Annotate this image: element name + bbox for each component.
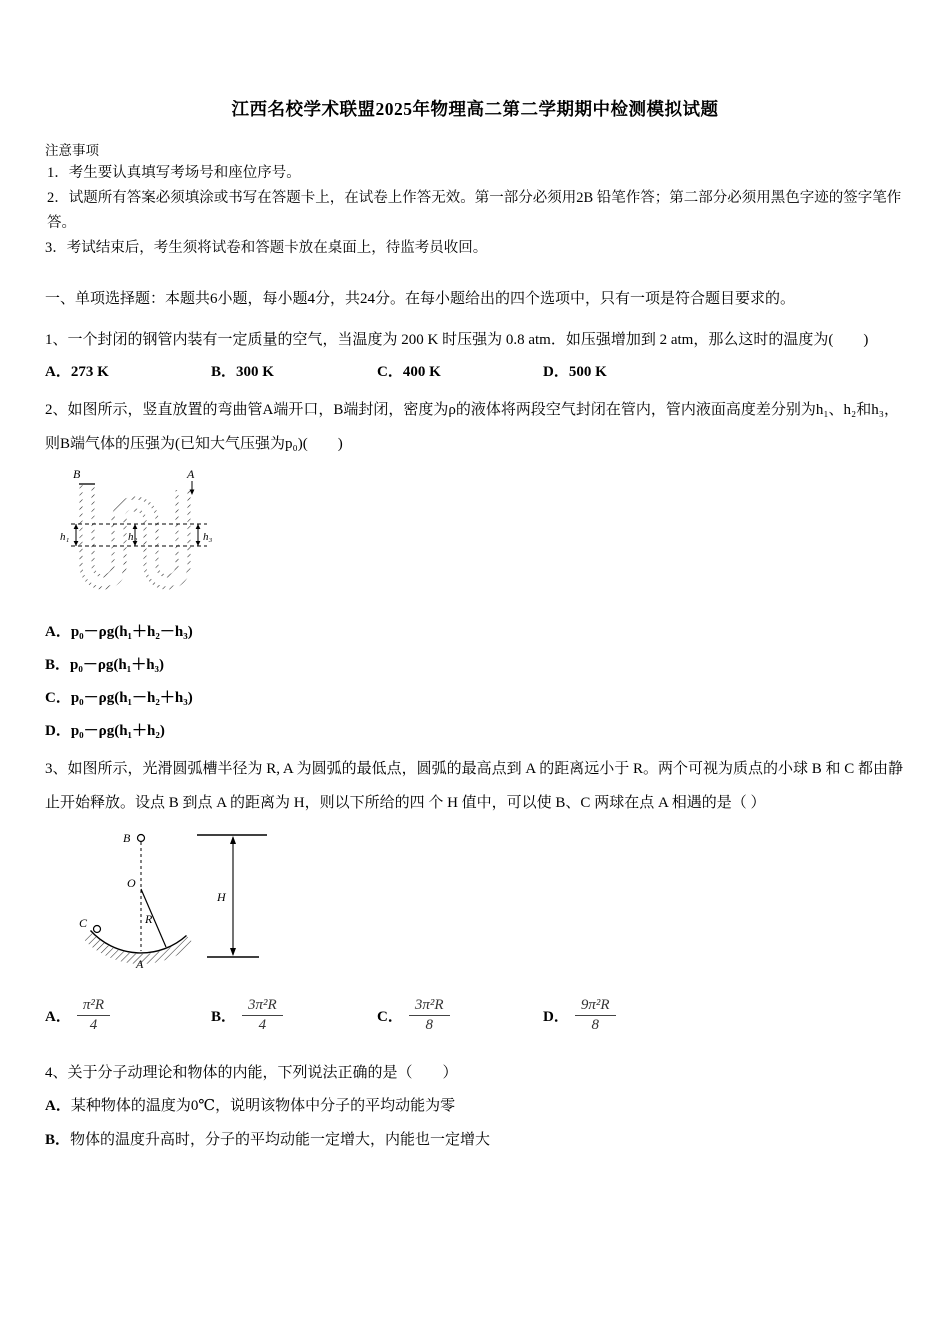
notice-item-3: 3．考试结束后，考生须将试卷和答题卡放在桌面上，待监考员收回。: [45, 240, 488, 257]
q2-utube-diagram: [59, 466, 274, 614]
h1-arrowhead-top: [74, 524, 79, 529]
q4-option-a-text: 某种物体的温度为0℃，说明该物体中分子的平均动能为零: [70, 1098, 456, 1114]
h-label: H: [217, 889, 226, 904]
q3-option-a-letter: A．: [45, 1008, 71, 1025]
q3-option-b-denominator: 4: [258, 1016, 267, 1033]
q2-option-b: B．p₀－ρg(h₁＋h₃): [45, 656, 165, 673]
q3-option-c-fraction: [409, 997, 450, 1034]
ball-c-label: C: [79, 915, 88, 930]
q3-option-b: [211, 997, 377, 1034]
q4-option-a: [45, 1090, 905, 1124]
q3-option-a: [45, 997, 211, 1034]
q2-option-a: A．p₀－ρg(h₁＋h₂－h₃): [45, 623, 193, 640]
q3-option-c: [377, 997, 543, 1034]
q3-arc-diagram: [59, 825, 294, 987]
page-title: 江西名校学术联盟2025年物理高二第二学期期中检测模拟试题: [231, 99, 719, 119]
h2-label: h₂: [128, 530, 138, 543]
h1-arrowhead-bottom: [74, 541, 79, 546]
h3-arrowhead-top: [196, 524, 201, 529]
h2-arrowhead-top: [133, 524, 138, 529]
notice-header: 注意事项: [45, 143, 99, 158]
question-2-stem: 2、如图所示，竖直放置的弯曲管A端开口，B端封闭，密度为ρ的液体将两段空气封闭在管内，管内液面高度差分别为h₁、h₂和h₃，则B端气体的压强为(已知大气压强为p₀)( ): [45, 401, 900, 452]
h1-label: h₁: [60, 530, 70, 543]
q3-option-d-denominator: 8: [591, 1016, 599, 1033]
ball-c: [94, 925, 101, 932]
ball-b: [138, 834, 145, 841]
notice-item-2: 2．试题所有答案必须填涂或书写在答题卡上，在试卷上作答无效。第一部分必须用2B 铅笔作答；第二部分必须用黑色字迹的签字笔作答。: [47, 190, 902, 232]
q1-option-b: B．300 K: [211, 363, 274, 380]
q3-option-b-letter: B．: [211, 1008, 237, 1025]
question-1-stem: 1、一个封闭的钢管内装有一定质量的空气，当温度为 200 K 时压强为 0.8 atm．如压强增加到 2 atm，那么这时的温度为( ): [45, 332, 869, 348]
point-a-label: A: [136, 956, 144, 971]
q4-option-b-letter: B．: [45, 1131, 71, 1148]
radius-label: R: [145, 911, 153, 926]
notice-item-1: 1．考生要认真填写考场号和座位序号。: [47, 165, 301, 182]
q2-option-c: C．p₀－ρg(h₁－h₂＋h₃): [45, 689, 193, 706]
arc-ground-hatch: [86, 934, 191, 958]
q3-option-d-letter: D．: [543, 1008, 569, 1025]
notice-section: [45, 141, 905, 261]
q3-option-d: [543, 997, 709, 1034]
ball-b-label: B: [123, 830, 131, 845]
q3-option-a-numerator: π²R: [77, 997, 110, 1016]
section-1-header: 一、单项选择题：本题共6小题，每小题4分，共24分。在每小题给出的四个选项中，只有一项是符合题目要求的。: [45, 291, 796, 307]
question-4-stem: 4、关于分子动理论和物体的内能，下列说法正确的是（ ）: [45, 1064, 458, 1081]
q1-option-d: D．500 K: [543, 363, 607, 380]
q1-option-a: A．273 K: [45, 363, 109, 380]
q2-option-d: D．p₀－ρg(h₁＋h₂): [45, 722, 165, 739]
q4-option-b-text: 物体的温度升高时，分子的平均动能一定增大，内能也一定增大: [70, 1131, 491, 1148]
q3-option-c-numerator: 3π²R: [409, 997, 450, 1016]
q3-option-c-letter: C．: [377, 1008, 403, 1025]
question-3-stem: 3、如图所示，光滑圆弧槽半径为 R, A 为圆弧的最低点，圆弧的最高点到 A 的距离远小于 R。两个可视为质点的小球 B 和 C 都由静止开始释放。设点 B 到点 A 的距离为 H，则以下所给的四 个 H 值中，可以使 B、C 两球在点 A 相遇的是（ ）: [45, 760, 903, 811]
q3-option-a-fraction: [77, 997, 110, 1034]
h3-label: h₃: [203, 530, 213, 543]
q4-option-a-letter: A．: [45, 1098, 71, 1114]
h-arrowhead-bottom: [230, 948, 236, 956]
q3-option-b-numerator: 3π²R: [242, 997, 283, 1016]
q1-option-c: C．400 K: [377, 363, 441, 380]
h-arrowhead-top: [230, 836, 236, 844]
q3-option-b-fraction: [242, 997, 283, 1034]
q4-option-b: [45, 1124, 905, 1158]
q3-option-a-denominator: 4: [89, 1016, 98, 1033]
q3-option-d-fraction: [575, 997, 616, 1034]
question-3-options: [45, 997, 905, 1034]
q3-option-c-denominator: 8: [425, 1016, 433, 1033]
center-o-label: O: [127, 875, 136, 890]
h3-arrowhead-bottom: [196, 541, 201, 546]
q3-option-d-numerator: 9π²R: [575, 997, 616, 1016]
tube-label-a: A: [187, 466, 195, 481]
tube-label-b: B: [73, 466, 81, 481]
question-1-options: [45, 360, 905, 381]
